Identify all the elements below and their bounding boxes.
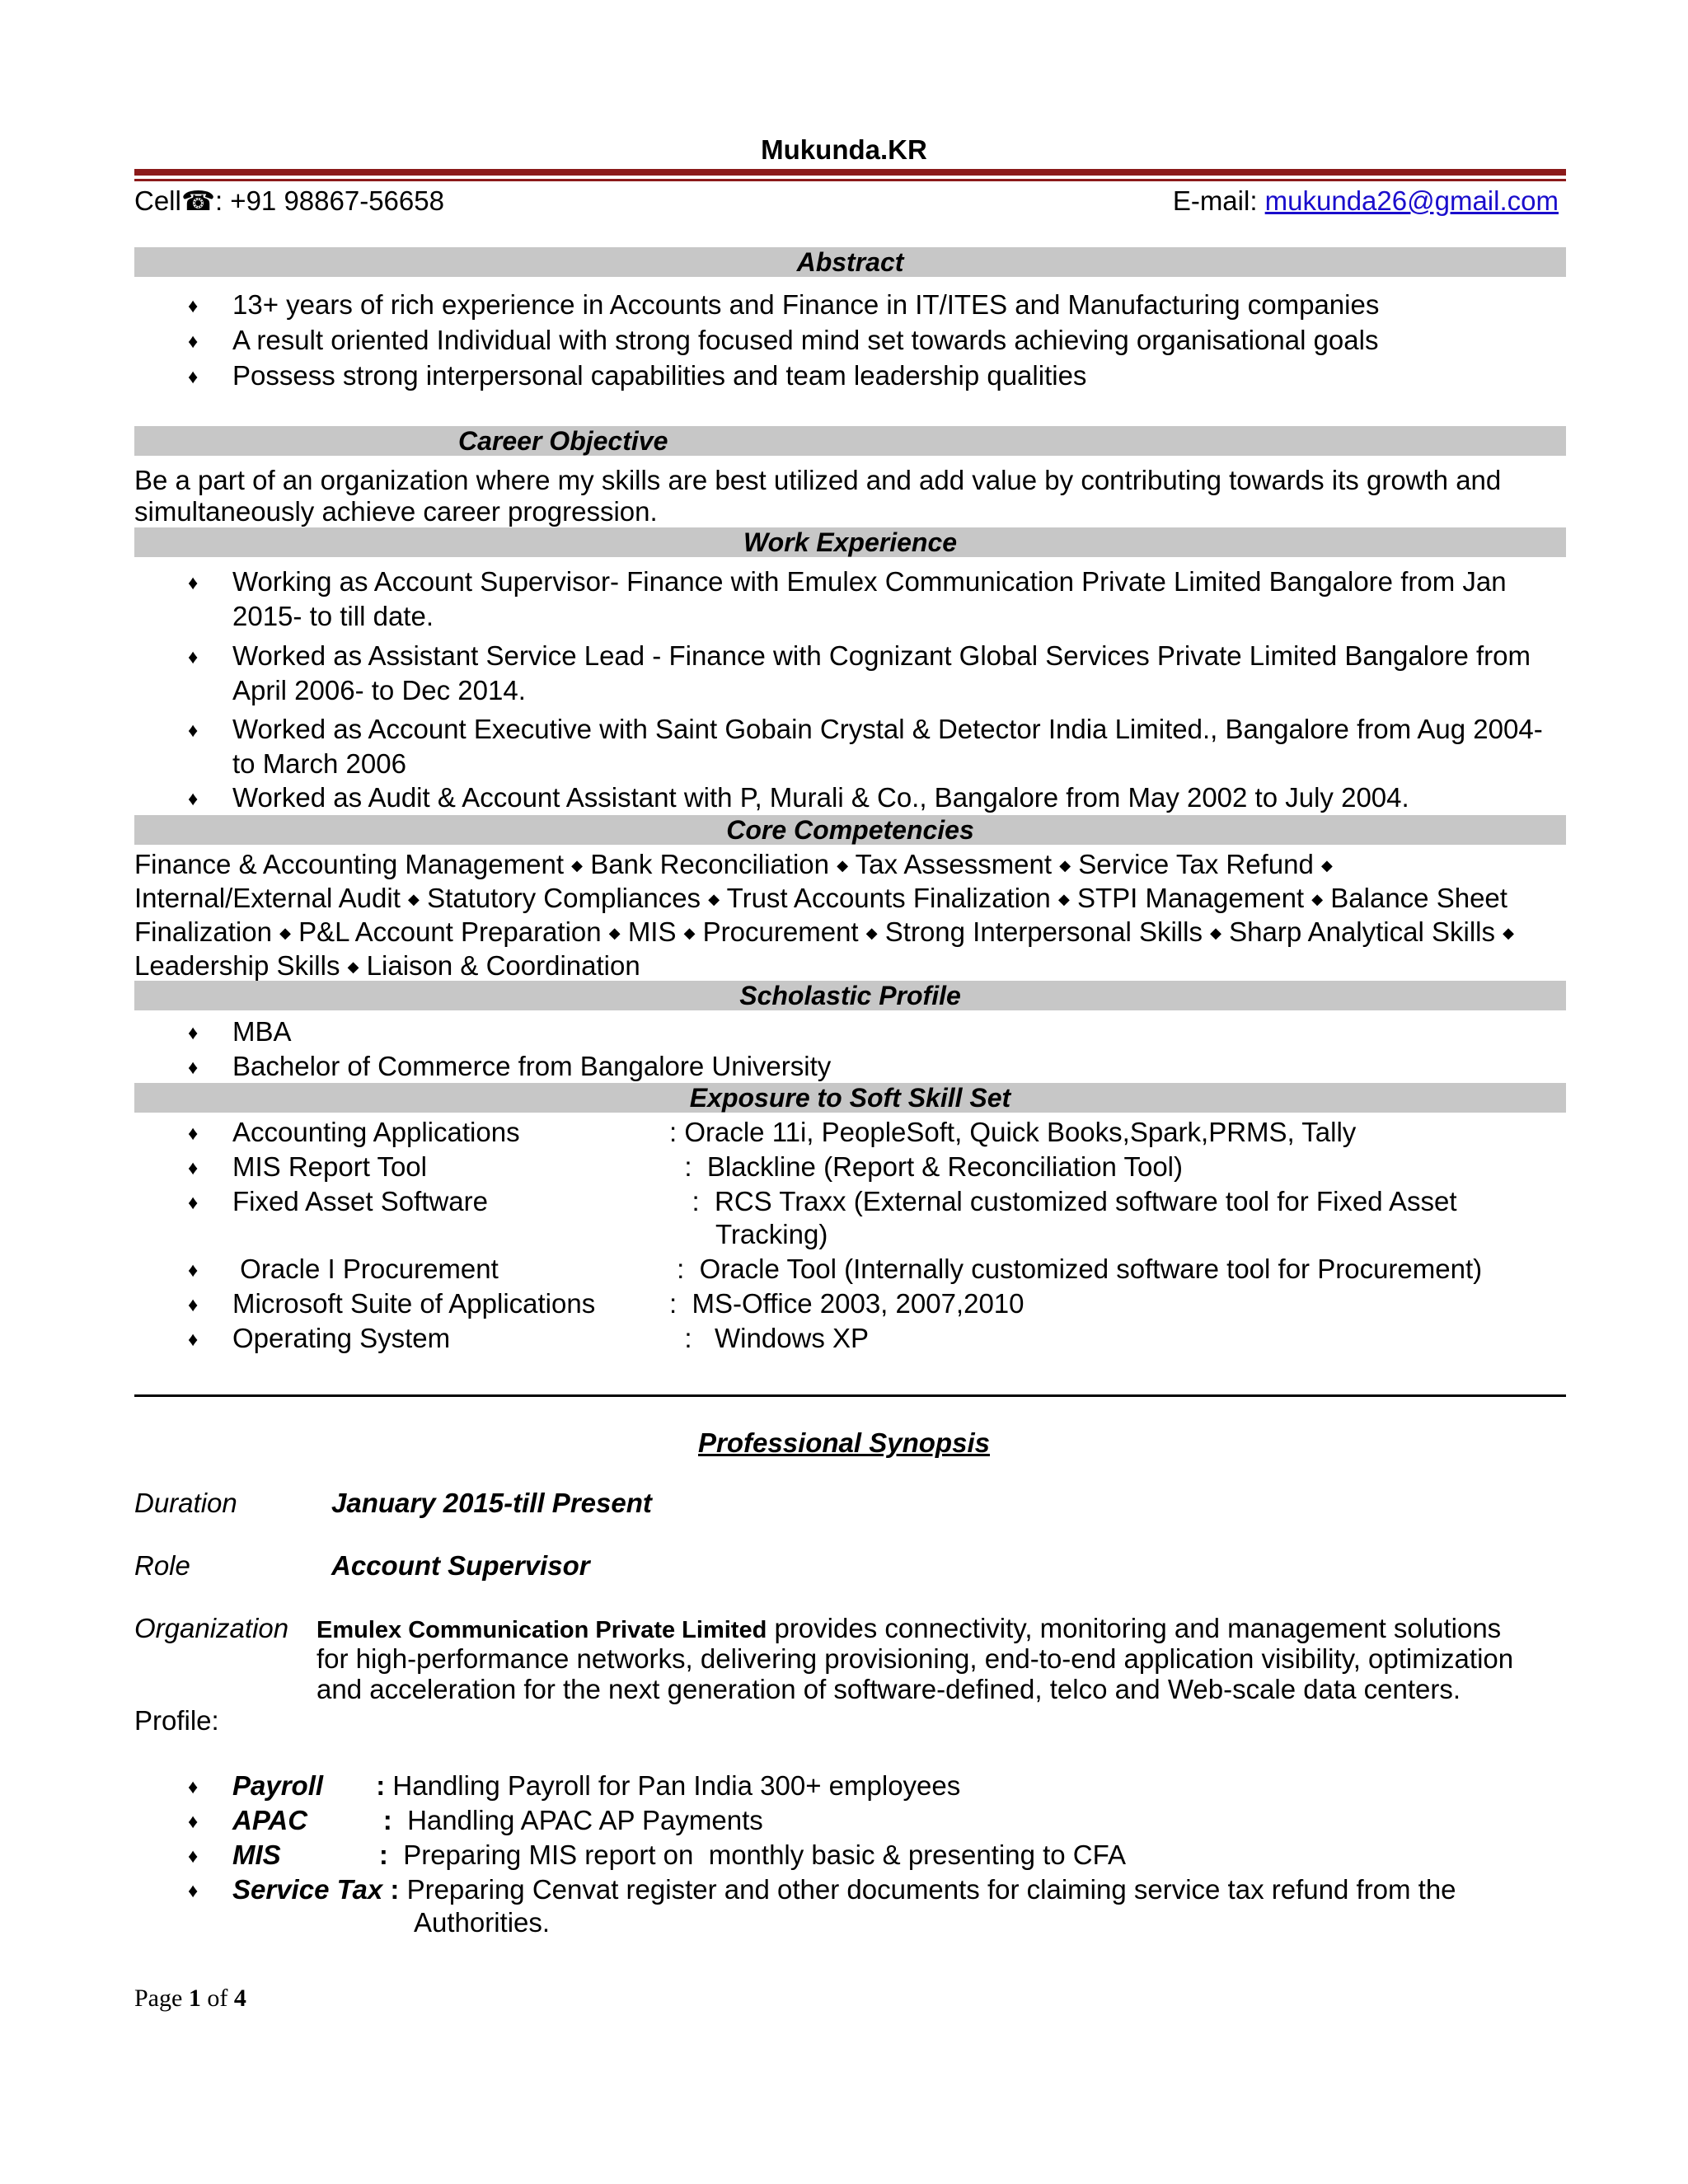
objective-line-1: Be a part of an organization where my skills are best utilized and add value by contributing towards its growth and bbox=[134, 465, 1502, 495]
work-item-line-2: April 2006- to Dec 2014. bbox=[232, 675, 526, 705]
bullet-icon: ♦ bbox=[188, 295, 199, 317]
cell-label: Cell bbox=[134, 185, 181, 216]
organization-desc-3: and acceleration for the next generation of software-defined, telco and Web-scale data centers. bbox=[316, 1674, 1461, 1704]
skill-label: Oracle I Procurement bbox=[232, 1254, 499, 1284]
bullet-icon: ♦ bbox=[188, 1329, 199, 1351]
work-item-line-1: Worked as Assistant Service Lead - Finance with Cognizant Global Services Private Limited Bangalore from bbox=[232, 640, 1531, 671]
diamond-icon: ◆ bbox=[708, 891, 720, 907]
skill-value: : MS-Office 2003, 2007,2010 bbox=[669, 1288, 1025, 1319]
diamond-icon: ◆ bbox=[865, 925, 878, 941]
skill-label: Accounting Applications bbox=[232, 1117, 520, 1147]
competency-line bbox=[134, 949, 1566, 983]
work-item-line-1: Working as Account Supervisor- Finance with Emulex Communication Private Limited Bangalore from Jan bbox=[232, 566, 1507, 597]
duration-value: January 2015-till Present bbox=[331, 1488, 652, 1518]
work-item-line-1: Worked as Account Executive with Saint Gobain Crystal & Detector India Limited., Bangalore from Aug 2004- bbox=[232, 714, 1543, 744]
competency-line bbox=[134, 848, 1566, 882]
bullet-icon: ♦ bbox=[188, 366, 199, 388]
diamond-icon: ◆ bbox=[571, 857, 584, 874]
bullet-icon: ♦ bbox=[188, 1811, 199, 1833]
competency: Service Tax Refund bbox=[1078, 849, 1314, 879]
diamond-icon: ◆ bbox=[408, 891, 420, 907]
page-number: 1 bbox=[188, 1985, 201, 2012]
profile-item-name: Service Tax bbox=[232, 1874, 383, 1905]
competency: Procurement bbox=[702, 916, 859, 947]
cell-line bbox=[134, 185, 444, 218]
profile-item-sep: : bbox=[280, 1840, 404, 1870]
organization-desc-1 bbox=[316, 1612, 1545, 1647]
bullet-icon: ♦ bbox=[188, 1192, 199, 1214]
abstract-item: Possess strong interpersonal capabilities and team leadership qualities bbox=[232, 360, 1087, 391]
phone-icon: ☎ bbox=[181, 185, 215, 216]
profile-item bbox=[232, 1873, 1456, 1906]
page-word: Page bbox=[134, 1985, 189, 2012]
profile-item-text: Handling APAC AP Payments bbox=[407, 1805, 763, 1835]
profile-item-text: Preparing MIS report on monthly basic & presenting to CFA bbox=[403, 1840, 1126, 1870]
diamond-icon: ◆ bbox=[1210, 925, 1221, 941]
profile-item-sep: : bbox=[323, 1770, 393, 1801]
diamond-icon: ◆ bbox=[1311, 891, 1324, 907]
diamond-icon: ◆ bbox=[837, 857, 849, 874]
competency: Statutory Compliances bbox=[427, 883, 701, 913]
profile-item-sep: : bbox=[382, 1874, 407, 1905]
organization-desc-text: provides connectivity, monitoring and management solutions bbox=[767, 1613, 1502, 1643]
competency: Leadership Skills bbox=[134, 950, 340, 981]
competency: Balance Sheet bbox=[1330, 883, 1507, 913]
bullet-icon: ♦ bbox=[188, 330, 199, 353]
skill-label: Microsoft Suite of Applications bbox=[232, 1288, 596, 1319]
profile-item-text-cont: Authorities. bbox=[414, 1907, 551, 1938]
skill-label: MIS Report Tool bbox=[232, 1151, 427, 1182]
competency-line bbox=[134, 882, 1566, 916]
section-soft-skills: Exposure to Soft Skill Set bbox=[134, 1083, 1566, 1113]
profile-item bbox=[232, 1804, 763, 1837]
bullet-icon: ♦ bbox=[188, 1845, 199, 1868]
diamond-icon: ◆ bbox=[608, 925, 621, 941]
diamond-icon: ◆ bbox=[279, 925, 291, 941]
profile-item-text: Preparing Cenvat register and other documents for claiming service tax refund from the bbox=[406, 1874, 1456, 1905]
work-item-line-1: Worked as Audit & Account Assistant with P, Murali & Co., Bangalore from May 2002 to July 2004. bbox=[232, 782, 1409, 813]
header-rule-thin bbox=[134, 179, 1566, 181]
header-rule bbox=[134, 169, 1566, 176]
section-divider bbox=[134, 1394, 1566, 1397]
organization-name: Emulex Communication Private Limited bbox=[316, 1617, 767, 1643]
skill-label: Operating System bbox=[232, 1323, 451, 1353]
competency: P&L Account Preparation bbox=[298, 916, 602, 947]
profile-item-text: Handling Payroll for Pan India 300+ employees bbox=[392, 1770, 961, 1801]
skill-value: : Oracle 11i, PeopleSoft, Quick Books,Spark,PRMS, Tally bbox=[669, 1117, 1357, 1147]
bullet-icon: ♦ bbox=[188, 646, 199, 668]
profile-item-name: MIS bbox=[232, 1840, 281, 1870]
email-link[interactable]: mukunda26@gmail.com bbox=[1264, 185, 1559, 216]
career-objective-title: Career Objective bbox=[458, 426, 668, 456]
of-word: of bbox=[200, 1985, 234, 2012]
cell-number: : +91 98867-56658 bbox=[214, 185, 444, 216]
competency: Finalization bbox=[134, 916, 272, 947]
duration-label: Duration bbox=[134, 1488, 237, 1518]
section-abstract: Abstract bbox=[134, 247, 1566, 277]
email-label: E-mail: bbox=[1172, 185, 1265, 216]
bullet-icon: ♦ bbox=[188, 1776, 199, 1798]
bullet-icon: ♦ bbox=[188, 572, 199, 594]
section-core-competencies: Core Competencies bbox=[134, 815, 1566, 845]
bullet-icon: ♦ bbox=[188, 1157, 199, 1179]
profile-label: Profile: bbox=[134, 1705, 219, 1736]
diamond-icon: ◆ bbox=[1057, 891, 1070, 907]
diamond-icon: ◆ bbox=[1503, 925, 1515, 941]
scholastic-item: Bachelor of Commerce from Bangalore University bbox=[232, 1051, 832, 1081]
profile-item-sep: : bbox=[307, 1805, 408, 1835]
competency: Internal/External Audit bbox=[134, 883, 401, 913]
role-value: Account Supervisor bbox=[331, 1550, 590, 1581]
section-career-objective bbox=[134, 426, 1566, 456]
profile-item bbox=[232, 1839, 1126, 1872]
abstract-item: 13+ years of rich experience in Accounts and Finance in IT/ITES and Manufacturing companies bbox=[232, 289, 1380, 320]
skill-label: Fixed Asset Software bbox=[232, 1186, 488, 1216]
bullet-icon: ♦ bbox=[188, 1880, 199, 1902]
skill-value: : Windows XP bbox=[669, 1323, 870, 1353]
competency: Trust Accounts Finalization bbox=[726, 883, 1051, 913]
skill-value: : RCS Traxx (External customized software tool for Fixed Asset bbox=[669, 1186, 1457, 1216]
competency: Liaison & Coordination bbox=[366, 950, 640, 981]
profile-item-name: APAC bbox=[232, 1805, 308, 1835]
competency: Finance & Accounting Management bbox=[134, 849, 564, 879]
competency: Bank Reconciliation bbox=[590, 849, 830, 879]
section-work-experience: Work Experience bbox=[134, 527, 1566, 557]
objective-line-2: simultaneously achieve career progression. bbox=[134, 496, 658, 527]
skill-value: : Oracle Tool (Internally customized software tool for Procurement) bbox=[669, 1254, 1483, 1284]
diamond-icon: ◆ bbox=[347, 958, 359, 975]
scholastic-item: MBA bbox=[232, 1016, 292, 1047]
competency: Strong Interpersonal Skills bbox=[884, 916, 1203, 947]
work-item-line-2: to March 2006 bbox=[232, 748, 406, 779]
bullet-icon: ♦ bbox=[188, 788, 199, 810]
competency: Tax Assessment bbox=[855, 849, 1053, 879]
competency: Sharp Analytical Skills bbox=[1229, 916, 1495, 947]
candidate-name: Mukunda.KR bbox=[761, 134, 927, 165]
organization-label: Organization bbox=[134, 1613, 289, 1643]
skill-value: : Blackline (Report & Reconciliation Tool) bbox=[669, 1151, 1184, 1182]
page-total: 4 bbox=[233, 1985, 246, 2012]
email-line bbox=[1173, 185, 1559, 218]
work-item-line-2: 2015- to till date. bbox=[232, 601, 434, 631]
bullet-icon: ♦ bbox=[188, 1259, 199, 1282]
bullet-icon: ♦ bbox=[188, 719, 199, 742]
profile-item-name: Payroll bbox=[232, 1770, 324, 1801]
section-scholastic: Scholastic Profile bbox=[134, 981, 1566, 1010]
bullet-icon: ♦ bbox=[188, 1294, 199, 1316]
competency-line bbox=[134, 916, 1566, 949]
bullet-icon: ♦ bbox=[188, 1057, 199, 1079]
competency: STPI Management bbox=[1076, 883, 1305, 913]
competency: MIS bbox=[627, 916, 677, 947]
diamond-icon: ◆ bbox=[683, 925, 696, 941]
abstract-item: A result oriented Individual with strong focused mind set towards achieving organisational goals bbox=[232, 325, 1379, 355]
profile-item bbox=[232, 1769, 960, 1802]
diamond-icon: ◆ bbox=[1059, 857, 1071, 874]
bullet-icon: ♦ bbox=[188, 1122, 199, 1145]
organization-desc-2: for high-performance networks, delivering provisioning, end-to-end application visibility, optimization bbox=[316, 1643, 1514, 1674]
diamond-icon: ◆ bbox=[1320, 857, 1333, 874]
synopsis-title: Professional Synopsis bbox=[698, 1427, 990, 1458]
bullet-icon: ♦ bbox=[188, 1022, 199, 1044]
page-footer bbox=[134, 1985, 246, 2013]
skill-value-cont: Tracking) bbox=[715, 1219, 828, 1249]
role-label: Role bbox=[134, 1550, 190, 1581]
